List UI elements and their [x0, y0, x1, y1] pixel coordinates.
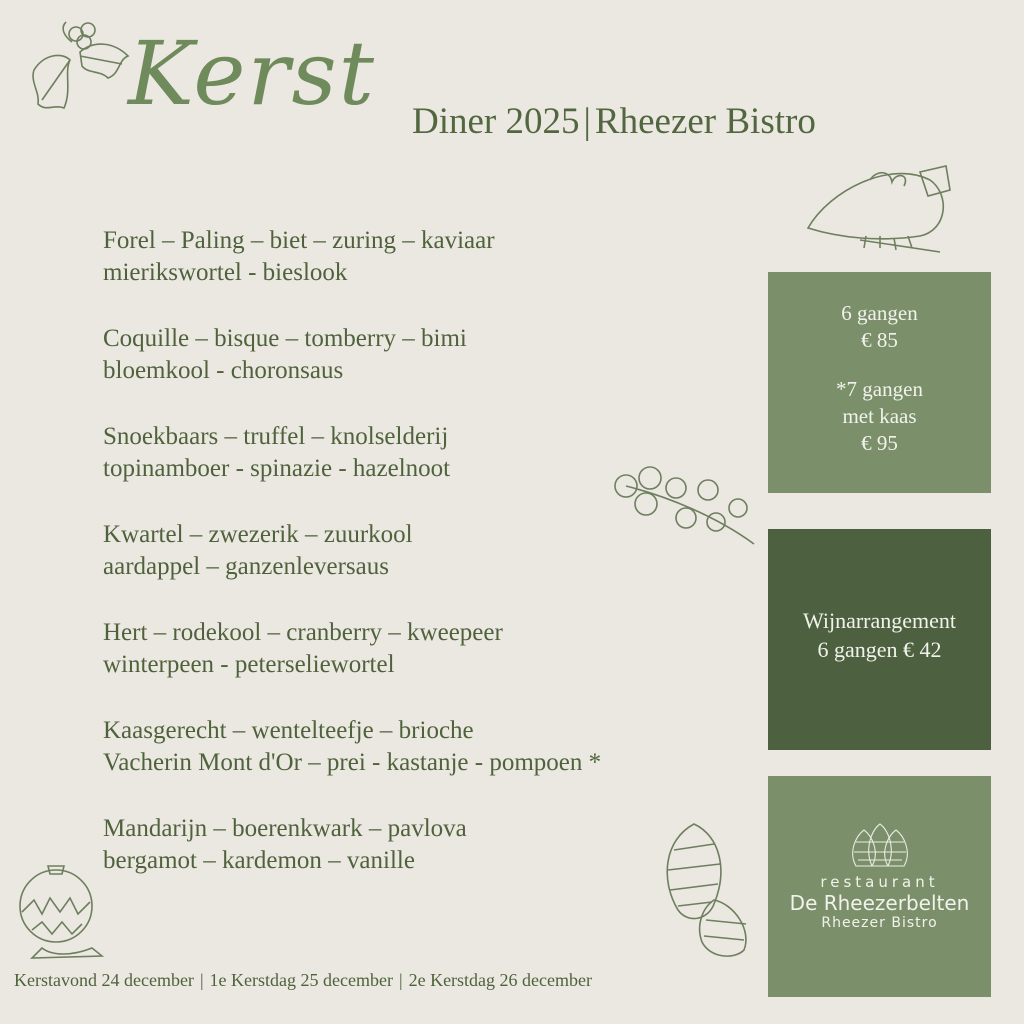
- course-line1: Kaasgerecht – wentelteefje – brioche: [103, 717, 474, 744]
- course-line2: topinamboer - spinazie - hazelnoot: [103, 455, 451, 482]
- wine-line1: Wijnarrangement: [802, 608, 957, 633]
- footer-day3: 2e Kerstdag 26 december: [408, 970, 592, 990]
- course-line1: Hert – rodekool – cranberry – kweepeer: [103, 619, 503, 646]
- wine-box: [768, 529, 991, 750]
- pricing-line4: met kaas: [842, 404, 917, 428]
- pricing-line3: *7 gangen: [836, 377, 923, 401]
- title-venue: Rheezer Bistro: [594, 101, 816, 142]
- course-line1: Kwartel – zwezerik – zuurkool: [103, 521, 413, 548]
- pricing-line1: 6 gangen: [841, 301, 918, 325]
- pinecone-logo-icon: [848, 822, 912, 868]
- logo-line2: De Rheezerbelten: [789, 891, 970, 915]
- footer-day1: Kerstavond 24 december: [14, 970, 194, 990]
- course-line2: bergamot – kardemon – vanille: [103, 847, 415, 874]
- course-line2: Vacherin Mont d'Or – prei - kastanje - pompoen *: [103, 749, 602, 776]
- list-item: [103, 323, 743, 387]
- holly-icon: [24, 12, 136, 128]
- title-separator: |: [583, 101, 591, 142]
- pricing-line2: € 85: [861, 328, 898, 352]
- footer-day2: 1e Kerstdag 25 december: [209, 970, 393, 990]
- pinecone-icon: [654, 820, 754, 960]
- logo-box: [768, 776, 991, 997]
- title-main: Diner 2025: [412, 101, 580, 142]
- course-line2: mierikswortel - bieslook: [103, 259, 348, 286]
- logo-line3: Rheezer Bistro: [821, 915, 938, 931]
- menu-list: [103, 225, 743, 911]
- page-title: [412, 100, 816, 143]
- logo-line1: restaurant: [820, 873, 939, 891]
- course-line1: Coquille – bisque – tomberry – bimi: [103, 325, 467, 352]
- list-item: [103, 715, 743, 779]
- pricing-line5: € 95: [861, 431, 898, 455]
- footer-separator: |: [199, 970, 204, 990]
- berries-icon: [606, 466, 758, 550]
- title-script: Kerst: [128, 22, 377, 125]
- list-item: [103, 225, 743, 289]
- list-item: [103, 813, 743, 877]
- footer-dates: [14, 970, 592, 991]
- wine-line2: 6 gangen € 42: [817, 637, 942, 662]
- footer-separator: |: [398, 970, 403, 990]
- course-line2: bloemkool - choronsaus: [103, 357, 344, 384]
- course-line1: Mandarijn – boerenkwark – pavlova: [103, 815, 467, 842]
- bauble-icon: [12, 852, 104, 964]
- ornament-icon: [800, 150, 960, 256]
- pricing-box: [768, 272, 991, 493]
- list-item: [103, 617, 743, 681]
- course-line1: Snoekbaars – truffel – knolselderij: [103, 423, 449, 450]
- course-line1: Forel – Paling – biet – zuring – kaviaar: [103, 227, 495, 254]
- course-line2: winterpeen - peterseliewortel: [103, 651, 395, 678]
- course-line2: aardappel – ganzenleversaus: [103, 553, 389, 580]
